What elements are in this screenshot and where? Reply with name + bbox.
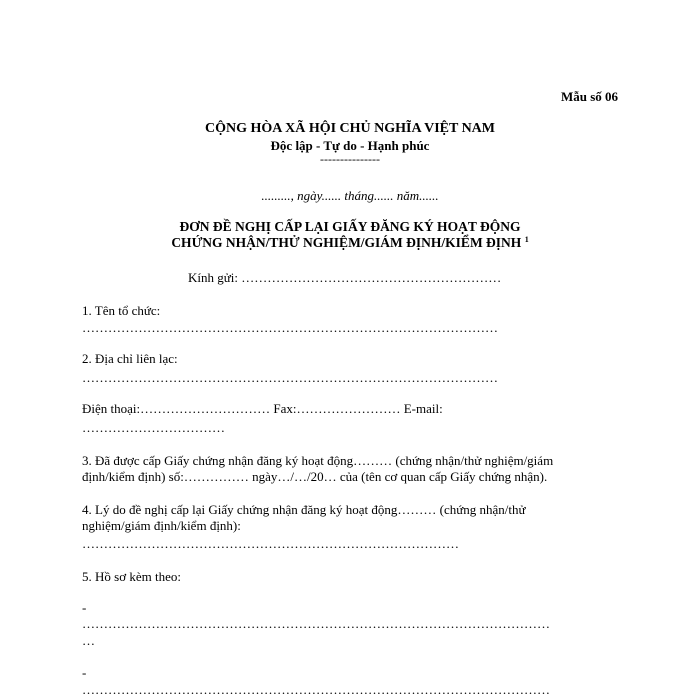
org-name-label: 1. Tên tổ chức: [82,303,161,318]
country-name: CỘNG HÒA XÃ HỘI CHỦ NGHĨA VIỆT NAM [204,121,495,136]
recipient-line: Kính gửi: …………………………………………………… [188,270,502,285]
item4-line1: 4. Lý do đề nghị cấp lại Giấy chứng nhận đăng ký hoạt động……… (chứng nhận/thử [82,502,526,517]
document-title-line1: ĐƠN ĐỀ NGHỊ CẤP LẠI GIẤY ĐĂNG KÝ HOẠT ĐỘNG [179,219,521,234]
item3-line1: 3. Đã được cấp Giấy chứng nhận đăng ký hoạt động……… (chứng nhận/thử nghiệm/giám [82,453,554,468]
header-divider: --------------- [320,152,380,166]
attachment-fill-tail-1: … [82,633,95,648]
item4-line2: nghiệm/giám định/kiểm định): [82,518,241,533]
contact-line: Điện thoại:………………………… Fax:…………………… E-mail: [82,401,443,416]
address-label: 2. Địa chỉ liên lạc: [82,351,178,366]
item4-fill-line: …………………………………………………………………………… [82,536,459,551]
address-fill-line: …………………………………………………………………………………… [82,370,498,385]
item3-line2: định/kiểm định) số:…………… ngày…/…/20… của (tên cơ quan cấp Giấy chứng nhận). [82,469,548,484]
org-name-fill-line: …………………………………………………………………………………… [82,320,498,335]
footnote-marker: 1 [524,235,529,244]
form-number: Mẫu số 06 [560,89,618,104]
document-title-line2-text: CHỨNG NHẬN/THỬ NGHIỆM/GIÁM ĐỊNH/KIỂM ĐỊNH [171,235,522,250]
attachment-fill-line-2: ……………………………………………………………………………………………… [82,682,550,697]
attachment-bullet-2: - [82,665,87,680]
attachment-fill-line-1: ……………………………………………………………………………………………… [82,616,550,631]
email-fill-line: …………………………… [82,420,225,435]
national-motto: Độc lập - Tự do - Hạnh phúc [270,138,430,153]
attachments-label: 5. Hồ sơ kèm theo: [82,569,181,584]
attachment-bullet-1: - [82,600,87,615]
document-title-line2 [0,235,700,251]
date-line: ........., ngày...... tháng...... năm...... [261,188,439,203]
